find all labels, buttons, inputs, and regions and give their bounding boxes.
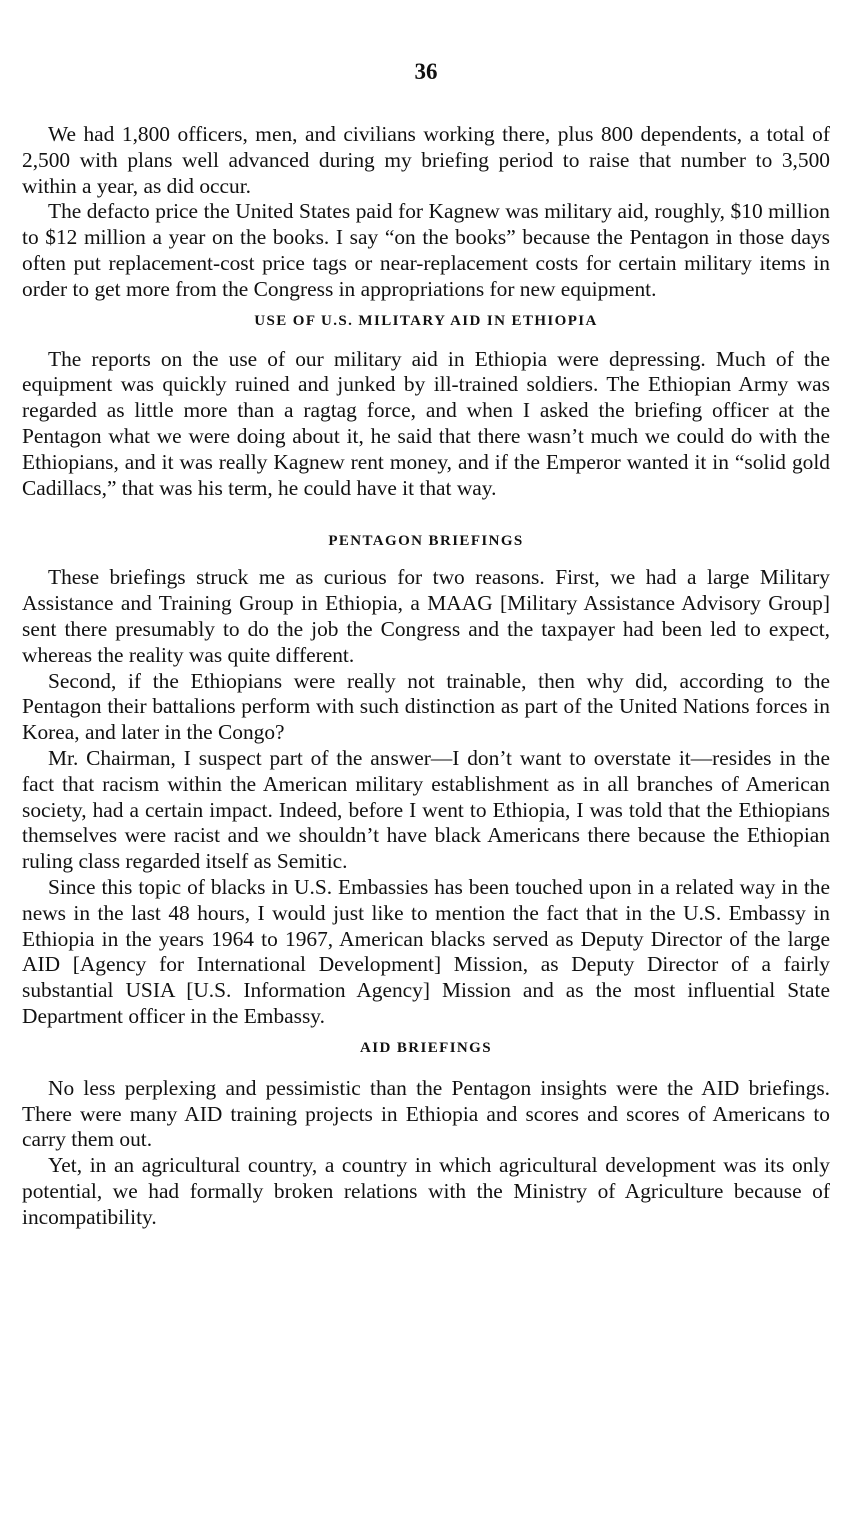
- page-number: 36: [414, 59, 438, 84]
- section-heading: AID BRIEFINGS: [360, 1039, 492, 1056]
- paragraph: Second, if the Ethiopians were really not trainable, then why did, according to the Pentagon their battalions perform with such distinction as part of the United Nations forces in Korea, and later in the Congo?: [22, 668, 830, 745]
- section-heading: PENTAGON BRIEFINGS: [328, 533, 524, 550]
- paragraph: Mr. Chairman, I suspect part of the answer—I don’t want to overstate it—resides in the fact that racism within the American military establishment as in all branches of American society, had a certain impact. Indeed, before I went to Ethiopia, I was told that the Ethiopians themselves were racist and we shouldn’t have black Americans there because the Ethiopian ruling class regarded itself as Semitic.: [22, 745, 830, 874]
- paragraph: Since this topic of blacks in U.S. Embassies has been touched upon in a related way in the news in the last 48 hours, I would just like to mention the fact that in the U.S. Embassy in Ethiopia in the years 1964 to 1967, American blacks served as Deputy Director of the large AID [Agency for International Development] Mission, as Deputy Director of a fairly substantial USIA [U.S. Information Agency] Mission and as the most influential State Department officer in the Embassy.: [22, 874, 830, 1028]
- document-page: [22, 58, 830, 1230]
- paragraph: We had 1,800 officers, men, and civilians working there, plus 800 dependents, a total of 2,500 with plans well advanced during my briefing period to raise that number to 3,500 within a year, as did occur.: [22, 122, 830, 198]
- paragraph: Yet, in an agricultural country, a country in which agricultural development was its only potential, we had formally broken relations with the Ministry of Agriculture because of incompatibility.: [22, 1153, 830, 1229]
- paragraph: No less perplexing and pessimistic than the Pentagon insights were the AID briefings. There were many AID training projects in Ethiopia and scores and scores of Americans to carry them out.: [22, 1075, 830, 1152]
- paragraph: These briefings struck me as curious for two reasons. First, we had a large Military Assistance and Training Group in Ethiopia, a MAAG [Military Assistance Advisory Group] sent there presumably to do the job the Congress and the taxpayer had been led to expect, whereas the reality was quite different.: [22, 565, 830, 667]
- paragraph: The reports on the use of our military aid in Ethiopia were depressing. Much of the equipment was quickly ruined and junked by ill-trained soldiers. The Ethiopian Army was regarded as little more than a ragtag force, and when I asked the briefing officer at the Pentagon what we were doing about it, he said that there wasn’t much we could do with the Ethiopians, and it was really Kagnew rent money, and if the Emperor wanted it in “solid gold Cadillacs,” that was his term, he could have it that way.: [22, 346, 830, 500]
- paragraph: The defacto price the United States paid for Kagnew was military aid, roughly, $10 million to $12 million a year on the books. I say “on the books” because the Pentagon in those days often put replacement-cost price tags or near-replacement costs for certain military items in order to get more from the Congress in appropriations for new equipment.: [22, 199, 830, 301]
- section-heading: USE OF U.S. MILITARY AID IN ETHIOPIA: [254, 312, 598, 329]
